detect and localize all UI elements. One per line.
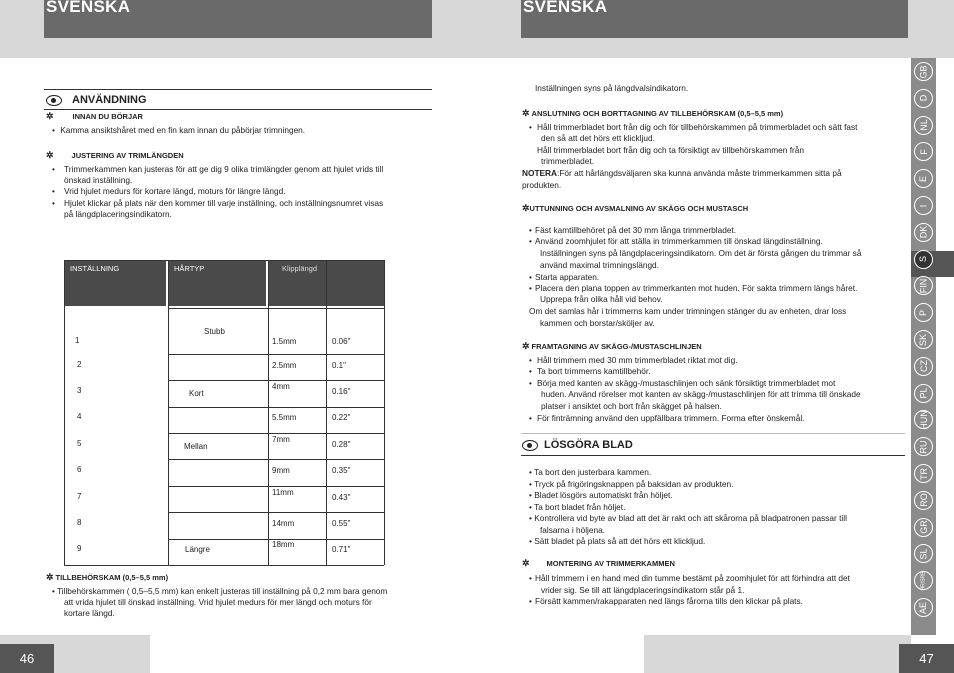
adjust-line: Vrid hjulet medurs för kortare längd, moturs för längre längd. (64, 186, 286, 196)
adjust-item: • (52, 164, 55, 174)
note-text: :För att hårlängdsväljaren ska kunna använda måste trimmerkammen sitta på (557, 168, 842, 178)
connect-line: trimmerbladet. (541, 156, 595, 166)
table-line (168, 459, 384, 460)
adjust-item: • (52, 186, 55, 196)
table-line (64, 260, 384, 261)
table-line (168, 407, 384, 408)
before-start-item: • Kamma ansiktshåret med en fin kam innan du påbörjar trimningen. (52, 125, 306, 135)
attachment-heading (46, 572, 168, 583)
section-rule (44, 89, 432, 90)
blade-line: • Ta bort den justerbara kammen. (529, 467, 652, 477)
table-setting-cell: 6 (77, 465, 82, 474)
thin-line: Placera den plana toppen av trimmerkanten mot huden. För sakta trimmern längs håret. (535, 283, 858, 293)
left-header (44, 0, 432, 38)
table-mm-cell: 5.5mm (272, 413, 297, 422)
before-start-title: INNAN DU BÖRJAR (72, 112, 143, 121)
mount-line: vrider sig. Se till att längdplaceringsindikatorn står på 1. (541, 585, 745, 595)
table-hairtype-cell: Kort (189, 389, 204, 398)
thin-line: kammen och borstar/sköljer av. (540, 318, 655, 328)
language-tr[interactable]: TR (914, 464, 933, 483)
adjust-line: önskad inställning. (64, 175, 133, 185)
outline-item: • (529, 413, 532, 423)
right-intro: Inställningen syns på längdvalsindikatorn. (535, 83, 689, 93)
table-inch-cell: 0.71" (332, 545, 351, 554)
table-line (64, 260, 65, 565)
outline-item: • (529, 355, 532, 365)
table-hairtype-cell: Längre (185, 545, 210, 554)
table-line (168, 512, 384, 513)
blade-line: • Kontrollera vid byte av blad att det är rakt och att skårorna på bladpatronen passar till (529, 513, 847, 523)
thin-line: använd maximal trimningslängd. (540, 260, 659, 270)
table-setting-cell: 8 (77, 518, 82, 527)
language-e[interactable]: E (914, 169, 933, 188)
language-ae[interactable]: AE (914, 598, 933, 617)
table-mm-cell: 9mm (272, 466, 290, 475)
attachment-title: TILLBEHÖRSKAM (0,5–5,5 mm) (55, 573, 169, 582)
table-inch-cell: 0.22" (332, 413, 351, 422)
thin-title: UTTUNNING OCH AVSMALNING AV SKÄGG OCH MUSTASCH (529, 204, 749, 213)
table-line (384, 260, 385, 565)
thin-item: • (529, 272, 532, 282)
note-label: NOTERA (522, 168, 558, 178)
adjust-title: JUSTERING AV TRIMLÄNGDEN (71, 151, 184, 160)
table-line (168, 308, 384, 309)
language-i[interactable]: I (914, 196, 933, 215)
adjust-heading (46, 150, 184, 161)
connect-title: ANSLUTNING OCH BORTTAGNING AV TILLBEHÖRSKAM (0,5–5,5 mm) (531, 109, 784, 118)
thin-line: Upprepa från olika håll vid behov. (540, 294, 663, 304)
table-inch-cell: 0.28" (332, 440, 351, 449)
outline-title: FRAMTAGNING AV SKÄGG-/MUSTASCHLINJEN (531, 342, 702, 351)
mount-heading (522, 558, 675, 569)
table-inch-cell: 0.1" (332, 361, 346, 370)
language-cz[interactable]: CZ (914, 357, 933, 376)
note-line (522, 168, 842, 179)
blade-line: • Tryck på frigöringsknappen på baksidan av produkten. (529, 479, 734, 489)
gear-icon: ✲ (522, 558, 530, 568)
table-setting-cell: 4 (77, 412, 82, 421)
table-header-setting: INSTÄLLNING (64, 260, 166, 306)
language-ru[interactable]: RU (914, 437, 933, 456)
table-mm-cell: 1.5mm (272, 337, 297, 346)
thin-item: • (529, 283, 532, 293)
right-page-number: 47 (899, 644, 954, 673)
right-header (521, 0, 908, 38)
blade-line: falsarna i höljena. (540, 525, 606, 535)
right-header-title: SVENSKA (523, 0, 608, 16)
outline-item: • (529, 378, 532, 388)
table-setting-cell: 5 (77, 439, 82, 448)
language-hr-srb[interactable]: HR/SRB (914, 571, 933, 590)
language-hun[interactable]: HUN (914, 410, 933, 429)
language-nl[interactable]: NL (914, 116, 933, 135)
table-line (168, 260, 169, 565)
thin-heading (522, 203, 748, 214)
right-footer-band (644, 635, 911, 673)
mount-item: • (529, 596, 532, 606)
attachment-line: att vrida hjulet till önskad inställning. Vrid hjulet medurs för mer längd och moturs för (64, 597, 372, 607)
table-hairtype-cell: Stubb (204, 327, 225, 336)
section-rule (44, 109, 432, 110)
language-f[interactable]: F (914, 142, 933, 161)
table-mm-cell: 4mm (272, 382, 290, 391)
mount-line: Håll trimmern i en hand med din tumme bestämt på zoomhjulet för att förhindra att det (535, 573, 850, 583)
thin-line: Om det samlas hår i trimmerns kam under trimningen stänger du av enheten, drar loss (529, 306, 847, 316)
thin-line: Fäst kamtillbehöret på det 30 mm långa trimmerbladet. (535, 225, 737, 235)
adjust-line: Hjulet klickar på plats när den kommer till varje inställning, och inställningsnumret visas (64, 198, 384, 208)
table-line (168, 380, 384, 381)
gear-icon: ✲ (522, 108, 530, 118)
table-mm-cell: 7mm (272, 435, 290, 444)
outline-line: platser i ansiktet och bort från skägget på halsen. (541, 401, 722, 411)
table-inch-cell: 0.06" (332, 337, 351, 346)
gear-icon: ✲ (522, 341, 530, 351)
mount-line: Försätt kammen/rakapparaten ned längs fårorna tills den klickar på plats. (535, 596, 803, 606)
table-line (168, 354, 384, 355)
table-header-length: Klipplängd (268, 260, 384, 306)
table-mm-cell: 14mm (272, 519, 295, 528)
language-d[interactable]: D (914, 89, 933, 108)
blade-title: LÖSGÖRA BLAD (544, 439, 633, 451)
table-mm-cell: 11mm (272, 488, 294, 497)
table-setting-cell: 9 (77, 544, 82, 553)
attachment-line: Tillbehörskammen ( 0,5–5,5 mm) kan enkelt justeras till inställning på 0,2 mm bara genom (57, 586, 388, 596)
connect-item: • (529, 122, 532, 132)
language-fin[interactable]: FIN (914, 276, 933, 295)
attachment-line: kortare längd. (64, 608, 115, 618)
mount-title: MONTERING AV TRIMMERKAMMEN (546, 559, 675, 568)
outline-line: Börja med kanten av skägg-/mustaschlinjen och sänk försiktigt trimmerbladet mot (537, 378, 836, 388)
outline-line: För finträmning använd den uppfällbara trimmern. Forma efter önskemål. (537, 413, 805, 423)
table-setting-cell: 2 (77, 360, 82, 369)
section-rule (521, 433, 905, 434)
table-header-hairtype: HÅRTYP (168, 260, 266, 306)
table-inch-cell: 0.43" (332, 493, 351, 502)
outline-line: Ta bort trimmerns kamtillbehör. (537, 366, 651, 376)
left-header-title: SVENSKA (46, 0, 131, 16)
section-rule (521, 455, 905, 456)
mount-item: • (529, 573, 532, 583)
table-mm-cell: 18mm (272, 540, 295, 549)
table-inch-cell: 0.35" (332, 466, 351, 475)
language-dk[interactable]: DK (914, 223, 933, 242)
left-page-number: 46 (0, 644, 54, 673)
outline-line: huden. Använd rörelser mot kanten av skägg-/mustaschlinjen för att trimma till önskade (541, 389, 861, 399)
language-gr[interactable]: GR (914, 518, 933, 537)
adjust-line: Trimmerkammen kan justeras för att ge dig 9 olika trimlängder genom att hjulet vrids till (64, 164, 384, 174)
table-inch-cell: 0.16" (332, 387, 351, 396)
table-setting-cell: 7 (77, 492, 82, 501)
outline-heading (522, 341, 702, 352)
table-line (168, 486, 384, 487)
language-gb[interactable]: GB (914, 62, 933, 81)
table-line (268, 260, 269, 565)
language-s[interactable]: S (914, 250, 933, 269)
outline-item: • (529, 366, 532, 376)
table-setting-cell: 3 (77, 386, 82, 395)
thin-item: • (529, 225, 532, 235)
thin-line: Starta apparaten. (535, 272, 600, 282)
gear-icon: ✲ (46, 572, 54, 582)
eye-icon (522, 440, 538, 451)
table-line (64, 565, 384, 566)
language-sk[interactable]: SK (914, 330, 933, 349)
table-mm-cell: 2.5mm (272, 361, 297, 370)
note-line: produkten. (522, 180, 562, 190)
blade-line: • Bladet lösgörs automatiskt från höljet. (529, 490, 673, 500)
blade-line: • Ta bort bladet från höljet. (529, 502, 626, 512)
usage-title: ANVÄNDNING (72, 94, 147, 106)
connect-line: Håll trimmerbladet bort från dig och ta försiktigt av tillbehörskammen från (537, 145, 804, 155)
adjust-line: på längdplaceringsindikatorn. (64, 209, 172, 219)
eye-icon (46, 95, 62, 106)
language-sl[interactable]: SL (914, 544, 933, 563)
table-line (168, 433, 384, 434)
language-p[interactable]: P (914, 303, 933, 322)
thin-item: • (529, 236, 532, 246)
table-hairtype-cell: Mellan (184, 442, 208, 451)
gear-icon: ✲ (46, 111, 54, 121)
outline-line: Håll trimmern med 30 mm trimmerbladet riktat mot dig. (537, 355, 738, 365)
thin-line: Inställningen syns på längdplaceringsindikatorn. Om det är första gången du trimmar så (540, 248, 862, 258)
adjust-item: • (52, 198, 55, 208)
table-inch-cell: 0.55" (332, 519, 351, 528)
connect-heading (522, 108, 783, 119)
connect-line: Håll trimmerbladet bort från dig och för tillbehörskammen på trimmerbladet och sätt fast (537, 122, 858, 132)
blade-line: • Sätt bladet på plats så att det hörs ett klickljud. (529, 536, 706, 546)
attachment-item: • (52, 586, 55, 596)
language-pl[interactable]: PL (914, 384, 933, 403)
gear-icon: ✲ (522, 203, 530, 213)
table-setting-cell: 1 (75, 336, 80, 345)
language-ro[interactable]: RO (914, 491, 933, 510)
table-line (326, 260, 327, 565)
connect-line: den så att det hörs ett klickljud. (541, 133, 655, 143)
before-start-heading (46, 111, 143, 122)
gear-icon: ✲ (46, 150, 54, 160)
thin-line: Använd zoomhjulet för att ställa in trimmerkammen till önskad längdinställning. (535, 236, 823, 246)
